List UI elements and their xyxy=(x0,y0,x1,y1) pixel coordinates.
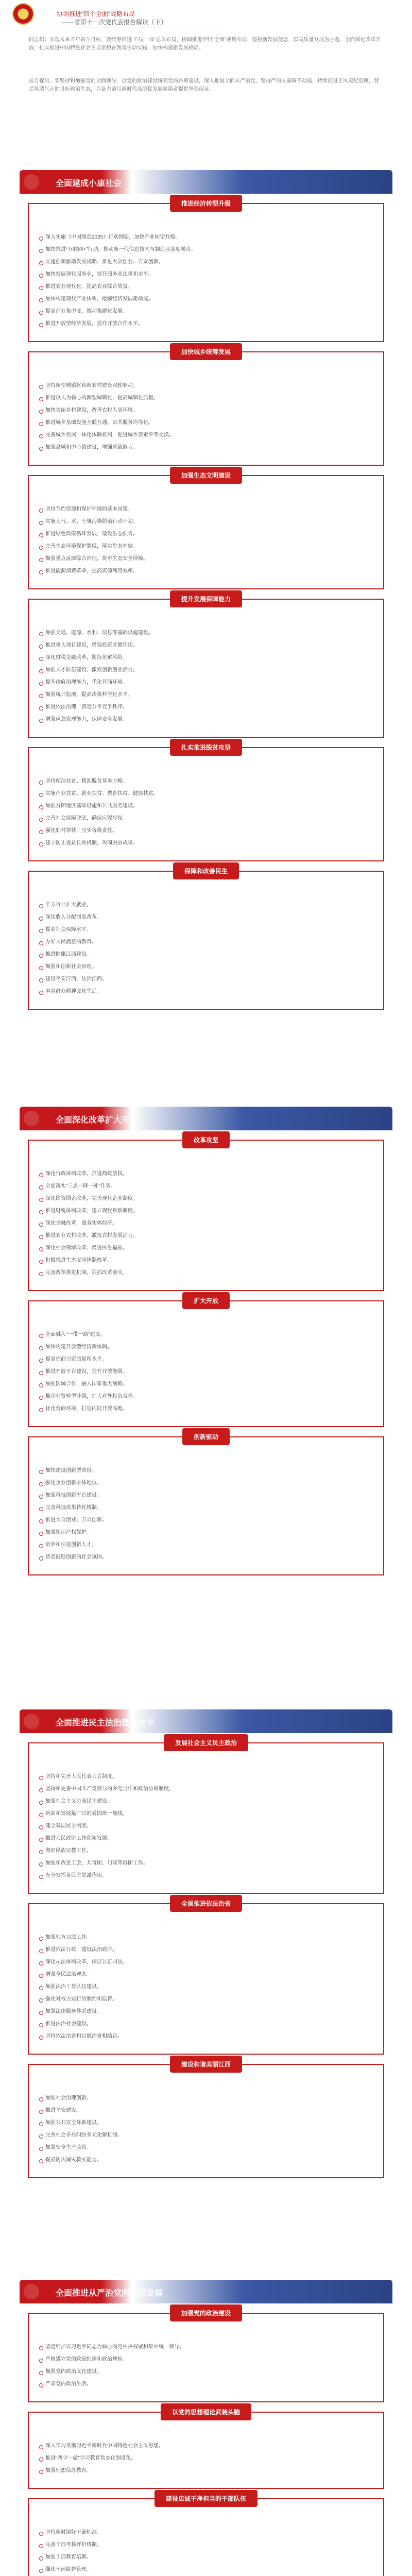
list-item: 推进“两学一做”学习教育常态化制度化。 xyxy=(38,2455,374,2462)
list-item: 坚持和完善中国共产党领导的多党合作和政治协商制度。 xyxy=(38,1786,374,1793)
list-item: 加强党内政治文化建设。 xyxy=(38,2368,374,2376)
list-item: 加快构建开放型经济新体制。 xyxy=(38,1344,374,1351)
card-livelihood xyxy=(28,868,384,1010)
list-item: 增强全民法治观念。 xyxy=(38,1971,374,1978)
list-item: 深化行政体制改革，推进简政放权。 xyxy=(38,1171,374,1178)
list-item: 实施创新驱动发展战略，推进大众创业、万众创新。 xyxy=(38,259,374,266)
list-item: 严肃党内政治生活。 xyxy=(38,2381,374,2388)
section-banner-label: 全面深化改革扩大开放 xyxy=(56,1116,139,1125)
list-item: 完善城乡发展一体化体制机制，促进城乡要素平等交换。 xyxy=(38,432,374,439)
list-item: 健全基层民主制度。 xyxy=(38,1823,374,1830)
list-item: 深化金融改革，服务实体经济。 xyxy=(38,1220,374,1227)
list-item: 加快美丽乡村建设，改善农村人居环境。 xyxy=(38,407,374,414)
section-banner xyxy=(20,2280,392,2303)
list-item: 推进健康江西建设。 xyxy=(38,951,374,958)
page-subtitle: ——省第十一次党代会报告解读（下） xyxy=(62,19,167,26)
list-item: 推进以人为核心的新型城镇化，提高城镇化质量。 xyxy=(38,395,374,402)
list-item: 推进大众创业、万众创新。 xyxy=(38,1517,374,1524)
intro-paragraph-2: 报告提出，要坚持和加强党的全面领导，以党的政治建设统领党的各项建设，深入推进全面从严治党，坚持严的主基调不动摇，持续推进正风肃纪反腐，营造风清气正的良好政治生态，为奋力谱写新时代高质量发展新篇章提供坚强保证。 xyxy=(29,78,379,92)
list-item: 完善科技成果转化机制。 xyxy=(38,1504,374,1512)
card-list xyxy=(38,778,374,847)
list-item: 充分发挥各民主党派作用。 xyxy=(38,1872,374,1879)
card-tag: 加强生态文明建设 xyxy=(170,467,242,484)
card-list xyxy=(38,2095,374,2164)
list-item: 加强县城和中心镇建设，增强承载能力。 xyxy=(38,444,374,451)
list-item: 坚持新型城镇化和新农村建设双轮驱动。 xyxy=(38,382,374,389)
card-economic-transformation xyxy=(28,200,384,342)
list-item: 实施产业扶贫、就业扶贫、教育扶贫、健康扶贫。 xyxy=(38,790,374,798)
card-ecology xyxy=(28,472,384,589)
list-item: 推进农业现代化，提高农业综合效益。 xyxy=(38,283,374,291)
card-innovation xyxy=(28,1433,384,1575)
card-theory xyxy=(28,2409,384,2489)
card-list xyxy=(38,2529,374,2573)
list-item: 坚持新时期好干部标准。 xyxy=(38,2529,374,2536)
list-item: 坚定维护以习近平同志为核心的党中央权威和集中统一领导。 xyxy=(38,2344,374,2351)
card-list xyxy=(38,506,374,575)
list-item: 推进开放型经济发展，提升开放合作水平。 xyxy=(38,320,374,328)
card-democracy xyxy=(28,1739,384,1894)
list-item: 全面融入“一带一路”建设。 xyxy=(38,1331,374,1338)
list-item: 强化驻村帮扶，压实各级责任。 xyxy=(38,827,374,835)
card-rule-of-law xyxy=(28,1900,384,2055)
section-banner-label: 全面推进民主法治建设水平 xyxy=(56,1719,155,1727)
list-item: 加快推进“互联网+”行动，推动新一代信息技术与制造业深度融合。 xyxy=(38,246,374,253)
card-tag: 加强党的政治建设 xyxy=(170,2304,242,2321)
card-political xyxy=(28,2310,384,2402)
list-item: 营造鼓励创新的社会氛围。 xyxy=(38,1554,374,1561)
card-tag: 建设忠诚干净担当的干部队伍 xyxy=(154,2490,258,2507)
hero-header xyxy=(0,0,412,165)
list-item: 加强公共安全体系建设。 xyxy=(38,2120,374,2127)
banner-deco-icon xyxy=(24,1714,39,1729)
section-party-discipline xyxy=(0,2280,412,2576)
card-tag: 保障和改善民生 xyxy=(173,862,239,879)
list-item: 深入学习贯彻习近平新时代中国特色社会主义思想。 xyxy=(38,2443,374,2450)
list-item: 建设平安江西、法治江西。 xyxy=(38,976,374,983)
section-banner-label: 全面推进从严治党向纵深发展 xyxy=(56,2289,163,2298)
banner-deco-icon xyxy=(24,174,39,190)
card-list xyxy=(38,1171,374,1277)
card-list xyxy=(38,1467,374,1561)
card-opening xyxy=(28,1297,384,1427)
list-item: 加强法律服务体系建设。 xyxy=(38,2008,374,2015)
list-item: 丰富群众精神文化生活。 xyxy=(38,988,374,995)
list-item: 加强法治工作队伍建设。 xyxy=(38,1984,374,1991)
list-item: 坚持依法治省和以德治省相结合。 xyxy=(38,2033,374,2040)
intro-paragraph-1: 同志们：实现未来五年奋斗目标，要统筹推进“五位一体”总体布局，协调推进“四个全面”战略布局，坚持新发展理念，以高质量发展为主题，全面深化改革开放，扎实推进中国特色社会主义思想在我省生动实践，加快构建新发展格局。 xyxy=(29,37,381,51)
card-tag: 以党的思想理论武装头脑 xyxy=(161,2403,251,2420)
list-item: 推进平安建设。 xyxy=(38,2107,374,2114)
card-tag: 推进经济转型升级 xyxy=(170,195,242,212)
list-item: 加快构建现代产业体系，增强经济发展新动能。 xyxy=(38,296,374,303)
page-title: 协调推进“四个全面”战略布局 xyxy=(57,10,135,18)
card-list xyxy=(38,2344,374,2388)
list-item: 加强知识产权保护。 xyxy=(38,1529,374,1536)
list-item: 加强交通、能源、水利、信息等基础设施建设。 xyxy=(38,630,374,637)
card-poverty-alleviation xyxy=(28,744,384,861)
list-item: 推进人民政协工作创新发展。 xyxy=(38,1835,374,1842)
card-tag: 扩大开放 xyxy=(182,1292,230,1309)
list-item: 推进财税体制改革，建立现代财政制度。 xyxy=(38,1208,374,1215)
list-item: 推进城乡基础设施互联互通、公共服务均等化。 xyxy=(38,419,374,427)
list-item: 增强应急管理能力，保障安全发展。 xyxy=(38,716,374,723)
list-item: 推进农业农村改革，激发农村发展活力。 xyxy=(38,1232,374,1240)
card-list xyxy=(38,1331,374,1413)
list-item: 推进法治社会建设。 xyxy=(38,2021,374,2028)
list-item: 严格遵守党的政治纪律和政治规矩。 xyxy=(38,2356,374,2363)
list-item: 加强统计监测，提高决策科学化水平。 xyxy=(38,691,374,699)
list-item: 完善干部考核评价机制。 xyxy=(38,2541,374,2549)
card-list xyxy=(38,630,374,723)
list-item: 提高防灾减灾救灾能力。 xyxy=(38,2157,374,2164)
list-item: 加强重点流域综合治理，筑牢生态安全屏障。 xyxy=(38,555,374,563)
list-item: 办好人民满意的教育。 xyxy=(38,939,374,946)
list-item: 加强社会治理创新。 xyxy=(38,2095,374,2102)
card-tag: 扎实推进脱贫攻坚 xyxy=(170,739,242,756)
list-item: 加强区域合作，融入国家重大战略。 xyxy=(38,1381,374,1388)
list-item: 加强科技创新平台建设。 xyxy=(38,1492,374,1499)
section-banner xyxy=(20,1107,392,1130)
card-tag: 发展社会主义民主政治 xyxy=(164,1734,248,1751)
banner-deco-icon xyxy=(24,2284,39,2299)
list-item: 加强和改进工会、共青团、妇联等群团工作。 xyxy=(38,1860,374,1867)
list-item: 推进依法治理，营造公平竞争秩序。 xyxy=(38,704,374,711)
list-item: 加强理想信念教育。 xyxy=(38,2467,374,2475)
list-item: 强化干部监督管理。 xyxy=(38,2566,374,2573)
list-item: 推进能源消费革命，提高资源利用效率。 xyxy=(38,568,374,575)
list-item: 加强安全生产监管。 xyxy=(38,2144,374,2151)
card-list xyxy=(38,902,374,995)
card-list xyxy=(38,2443,374,2475)
section-reform-opening xyxy=(0,1107,412,1585)
card-list xyxy=(38,1934,374,2040)
section-democracy-rule-of-law xyxy=(0,1709,412,2188)
list-item: 加强和创新社会治理。 xyxy=(38,963,374,971)
list-item: 推进绿色低碳循环发展，建设生态强省。 xyxy=(38,531,374,538)
card-tag: 全面推进依法治省 xyxy=(170,1895,242,1912)
list-item: 全面落实“三去一降一补”任务。 xyxy=(38,1183,374,1190)
list-item: 深化财税金融改革，防范化解风险。 xyxy=(38,654,374,662)
list-item: 千方百计扩大就业。 xyxy=(38,902,374,909)
card-tag: 提升发展保障能力 xyxy=(170,590,242,607)
list-item: 强化企业创新主体地位。 xyxy=(38,1480,374,1487)
list-item: 积极推进生态文明体制改革。 xyxy=(38,1257,374,1264)
list-item: 完善改革推进机制，狠抓改革落实。 xyxy=(38,1269,374,1277)
section-comprehensive-xiaokang xyxy=(0,170,412,1019)
list-item: 完善社会矛盾纠纷多元化解机制。 xyxy=(38,2132,374,2139)
card-tag: 加快城乡统筹发展 xyxy=(170,343,242,360)
card-list xyxy=(38,234,374,328)
card-reform xyxy=(28,1137,384,1291)
list-item: 提升政府治理能力，优化营商环境。 xyxy=(38,679,374,686)
list-item: 完善生态环境保护制度，落实生态补偿。 xyxy=(38,543,374,550)
list-item: 提高产业集中度，推动集群化发展。 xyxy=(38,308,374,315)
list-item: 加快发展现代服务业，提升服务业比重和水平。 xyxy=(38,271,374,278)
list-item: 提高招商引资质量和水平。 xyxy=(38,1356,374,1363)
list-item: 推动外贸转型升级，扩大对外投资合作。 xyxy=(38,1393,374,1400)
party-emblem-icon xyxy=(12,3,34,25)
card-tag: 建设和谐美丽江西 xyxy=(170,2056,242,2073)
list-item: 加强地方立法工作。 xyxy=(38,1934,374,1941)
list-item: 加强社会主义协商民主建设。 xyxy=(38,1798,374,1805)
list-item: 深化社会领域改革，增进民生福祉。 xyxy=(38,1245,374,1252)
section-banner-label: 全面建成小康社会 xyxy=(56,179,122,188)
list-item: 加强干部教育培训。 xyxy=(38,2554,374,2561)
list-item: 深入实施《中国制造2025》行动纲要，加快产业转型升级。 xyxy=(38,234,374,241)
section-banner xyxy=(20,170,392,194)
card-capacity xyxy=(28,596,384,738)
list-item: 巩固和发展最广泛的爱国统一战线。 xyxy=(38,1810,374,1818)
list-item: 建立防止返贫长效机制，巩固脱贫成果。 xyxy=(38,840,374,847)
list-item: 坚持和完善人民代表大会制度。 xyxy=(38,1773,374,1781)
card-tag: 创新驱动 xyxy=(182,1428,230,1445)
card-list xyxy=(38,382,374,451)
list-item: 完善社会保障兜底，确保应保尽保。 xyxy=(38,815,374,822)
list-item: 实施大气、水、土壤污染防治行动计划。 xyxy=(38,518,374,526)
list-item: 优化营商环境，打造内陆开放高地。 xyxy=(38,1405,374,1413)
list-item: 深化司法体制改革，保证公正司法。 xyxy=(38,1959,374,1966)
list-item: 坚持精准扶贫、精准脱贫基本方略。 xyxy=(38,778,374,785)
list-item: 深化国资国企改革，完善现代企业制度。 xyxy=(38,1195,374,1202)
list-item: 加强贫困地区基础设施和公共服务建设。 xyxy=(38,803,374,810)
banner-deco-icon xyxy=(24,1111,39,1126)
card-harmony xyxy=(28,2061,384,2178)
card-tag: 改革攻坚 xyxy=(182,1131,230,1148)
list-item: 加强人才队伍建设，激发创新创业活力。 xyxy=(38,667,374,674)
card-urban-rural xyxy=(28,348,384,466)
list-item: 强化对权力运行的制约和监督。 xyxy=(38,1996,374,2003)
card-cadres xyxy=(28,2495,384,2576)
list-item: 推进依法行政，建设法治政府。 xyxy=(38,1946,374,1954)
list-item: 坚持节约资源和保护环境的基本国策。 xyxy=(38,506,374,513)
list-item: 提高社会保障水平。 xyxy=(38,926,374,934)
section-banner xyxy=(20,1709,392,1733)
list-item: 培养和引进创新人才。 xyxy=(38,1541,374,1549)
list-item: 深化收入分配制度改革。 xyxy=(38,914,374,921)
list-item: 推进重大项目建设，增强投资关键作用。 xyxy=(38,642,374,649)
list-item: 做好民族宗教工作。 xyxy=(38,1848,374,1855)
list-item: 推进开放平台建设，提升开放能级。 xyxy=(38,1368,374,1376)
list-item: 加快建设创新型省份。 xyxy=(38,1467,374,1475)
card-list xyxy=(38,1773,374,1879)
